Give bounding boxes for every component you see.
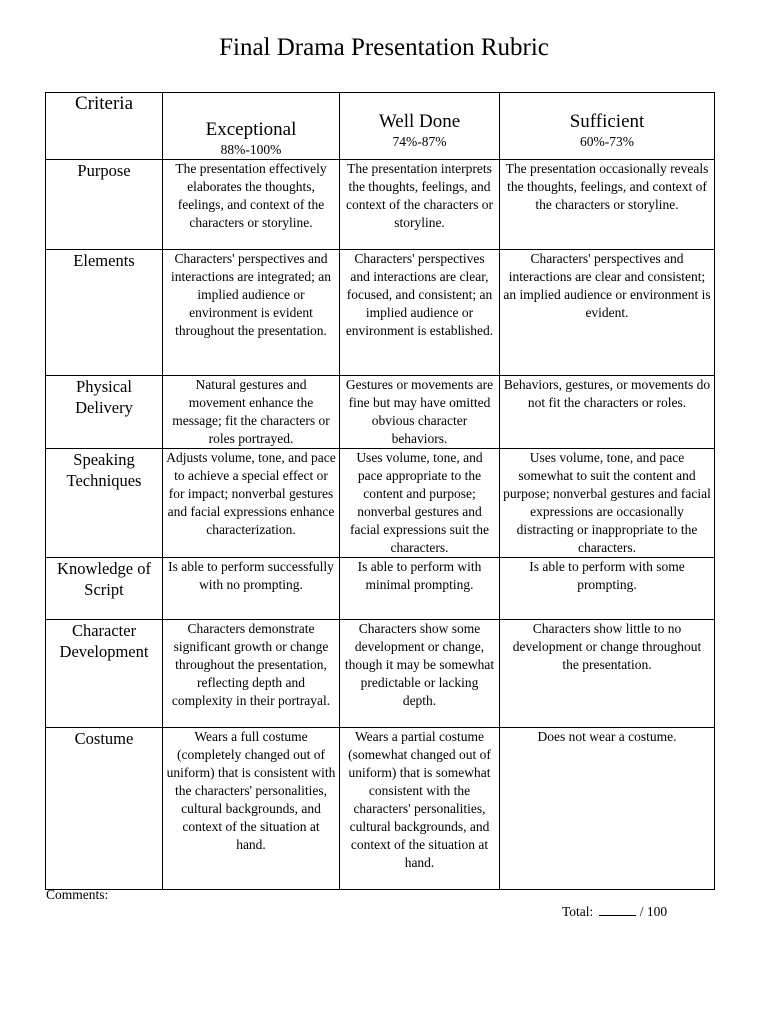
- table-row: [46, 160, 715, 250]
- rubric-cell: Characters show some development or change, though it may be somewhat predictable or lacking depth.: [340, 620, 500, 728]
- level-header-exceptional: [163, 93, 340, 160]
- comments-label: Comments:: [46, 887, 109, 902]
- total-score: [562, 903, 667, 921]
- rubric-cell: Characters' perspectives and interactions are clear and consistent; an implied audience or environment is evident.: [500, 250, 715, 376]
- rubric-cell: Is able to perform with minimal prompting.: [340, 558, 500, 620]
- criterion-label: Physical Delivery: [46, 376, 163, 449]
- table-row: [46, 728, 715, 890]
- rubric-cell: Wears a full costume (completely changed out of uniform) that is consistent with the characters' personalities, cultural backgrounds, and context of the situation at hand.: [163, 728, 340, 890]
- rubric-cell: Characters show little to no development or change throughout the presentation.: [500, 620, 715, 728]
- rubric-cell: The presentation interprets the thoughts, feelings, and context of the characters or storyline.: [340, 160, 500, 250]
- rubric-cell: Wears a partial costume (somewhat changed out of uniform) that is somewhat consistent with the characters' personalities, cultural backgrounds, and context of the situation at hand.: [340, 728, 500, 890]
- criterion-label: Character Development: [46, 620, 163, 728]
- table-row: [46, 449, 715, 558]
- table-row: [46, 620, 715, 728]
- rubric-cell: Does not wear a costume.: [500, 728, 715, 890]
- table-row: [46, 558, 715, 620]
- criterion-label: Speaking Techniques: [46, 449, 163, 558]
- rubric-cell: Is able to perform with some prompting.: [500, 558, 715, 620]
- document-title: Final Drama Presentation Rubric: [219, 34, 549, 61]
- level-name: Sufficient: [569, 111, 645, 132]
- level-range: 74%-87%: [392, 134, 447, 149]
- rubric-cell: Gestures or movements are fine but may have omitted obvious character behaviors.: [340, 376, 500, 449]
- rubric-cell: Behaviors, gestures, or movements do not fit the characters or roles.: [500, 376, 715, 449]
- rubric-cell: Is able to perform successfully with no prompting.: [163, 558, 340, 620]
- rubric-cell: Uses volume, tone, and pace appropriate to the content and purpose; nonverbal gestures and facial expressions suit the characters.: [340, 449, 500, 558]
- rubric-cell: Adjusts volume, tone, and pace to achieve a special effect or for impact; nonverbal gestures and facial expressions enhance characterization.: [163, 449, 340, 558]
- level-header-well-done: [340, 93, 500, 160]
- table-row: [46, 376, 715, 449]
- criterion-label: Purpose: [46, 160, 163, 250]
- table-row: [46, 250, 715, 376]
- rubric-cell: Uses volume, tone, and pace somewhat to suit the content and purpose; nonverbal gestures and facial expressions are occasionally distracting or inappropriate to the characters.: [500, 449, 715, 558]
- criterion-label: Elements: [46, 250, 163, 376]
- header-row: [46, 93, 715, 160]
- level-range: 88%-100%: [220, 142, 282, 157]
- criterion-label: Knowledge of Script: [46, 558, 163, 620]
- rubric-cell: Natural gestures and movement enhance the message; fit the characters or roles portrayed.: [163, 376, 340, 449]
- rubric-cell: Characters demonstrate significant growth or change throughout the presentation, reflecting depth and complexity in their portrayal.: [163, 620, 340, 728]
- rubric-table: [45, 92, 715, 890]
- total-max: / 100: [639, 904, 668, 919]
- level-name: Exceptional: [205, 119, 297, 140]
- rubric-cell: The presentation occasionally reveals the thoughts, feelings, and context of the characters or storyline.: [500, 160, 715, 250]
- score-blank: [599, 903, 636, 916]
- level-range: 60%-73%: [580, 134, 634, 149]
- level-header-sufficient: [500, 93, 715, 160]
- rubric-cell: Characters' perspectives and interactions are integrated; an implied audience or environment is evident throughout the presentation.: [163, 250, 340, 376]
- criteria-header: Criteria: [46, 93, 163, 160]
- total-label: Total:: [562, 904, 594, 919]
- rubric-cell: Characters' perspectives and interactions are clear, focused, and consistent; an implied audience or environment is established.: [340, 250, 500, 376]
- rubric-cell: The presentation effectively elaborates the thoughts, feelings, and context of the characters or storyline.: [163, 160, 340, 250]
- criterion-label: Costume: [46, 728, 163, 890]
- level-name: Well Done: [378, 111, 461, 132]
